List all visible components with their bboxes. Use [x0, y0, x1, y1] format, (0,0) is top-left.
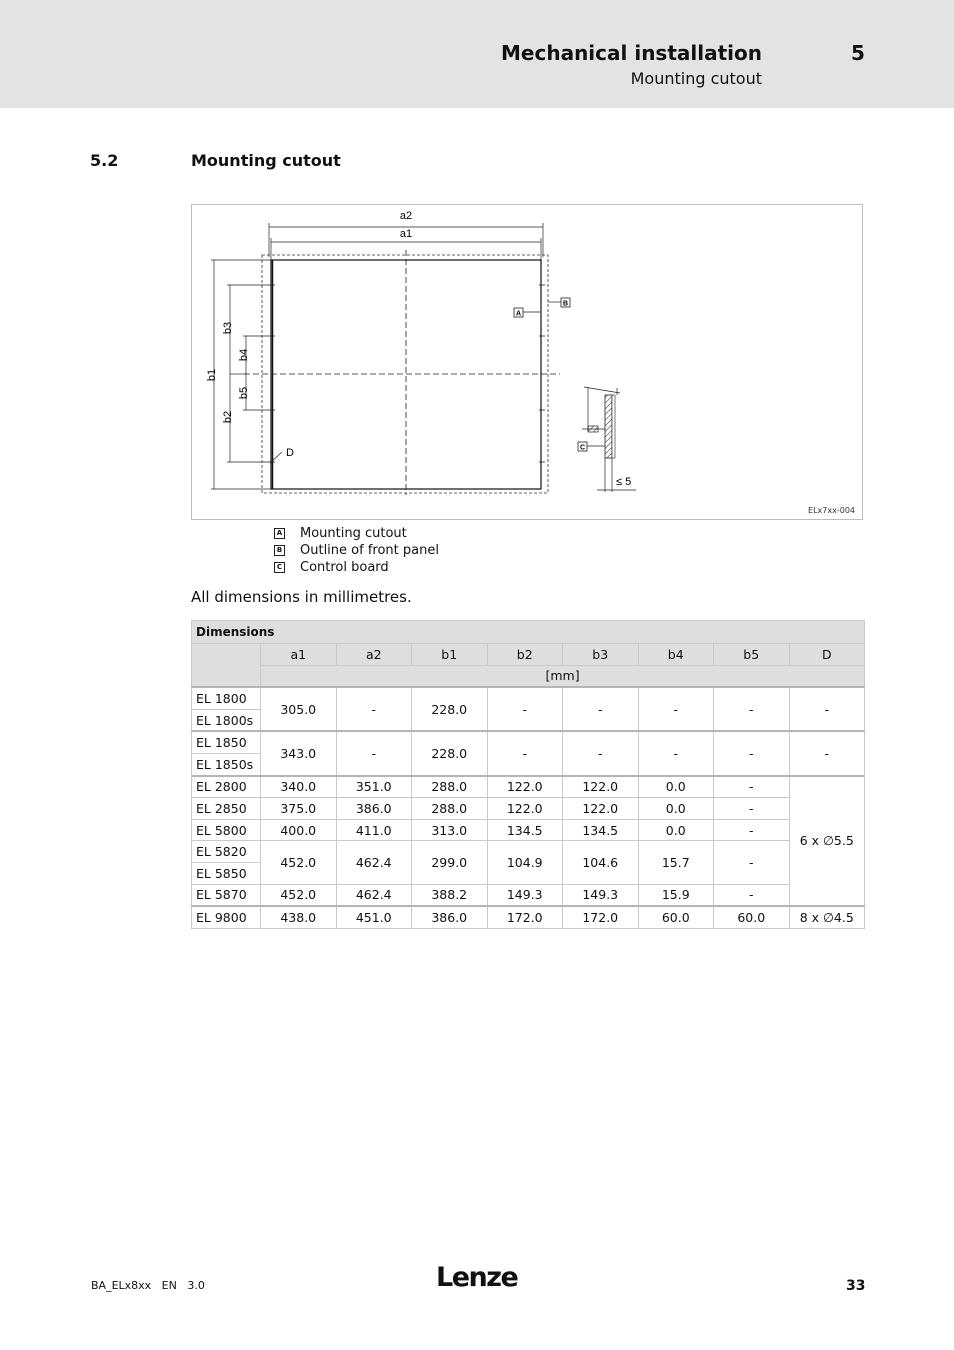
value-cell: -	[638, 731, 714, 775]
table-row	[192, 841, 865, 863]
mounting-cutout-outline	[271, 260, 541, 489]
legend-text-A: Mounting cutout	[300, 526, 407, 541]
value-cell: 462.4	[336, 884, 412, 906]
value-cell: 299.0	[412, 841, 488, 884]
value-cell: 388.2	[412, 884, 488, 906]
value-cell: 134.5	[487, 819, 563, 841]
legend-key-B: B	[274, 545, 285, 556]
value-cell: 343.0	[261, 731, 337, 775]
model-cell: EL 9800	[192, 906, 261, 928]
unit-row: [mm]	[261, 665, 865, 687]
col-header-a2: a2	[336, 644, 412, 666]
col-header-b2: b2	[487, 644, 563, 666]
value-cell: 15.9	[638, 884, 714, 906]
value-cell: -	[714, 776, 790, 798]
model-cell: EL 5870	[192, 884, 261, 906]
figure-legend	[274, 525, 439, 576]
value-cell: 340.0	[261, 776, 337, 798]
value-cell: 228.0	[412, 687, 488, 731]
dim-label-b5: b5	[238, 386, 250, 400]
value-cell: 104.6	[563, 841, 639, 884]
value-cell: 172.0	[487, 906, 563, 928]
value-cell: 400.0	[261, 819, 337, 841]
value-cell: -	[563, 731, 639, 775]
legend-key-C: C	[274, 562, 285, 573]
value-cell: 452.0	[261, 884, 337, 906]
model-cell: EL 2800	[192, 776, 261, 798]
value-cell: 375.0	[261, 798, 337, 820]
value-cell: -	[336, 687, 412, 731]
value-cell: 172.0	[563, 906, 639, 928]
value-cell: -	[638, 687, 714, 731]
col-header-b4: b4	[638, 644, 714, 666]
table-row	[192, 819, 865, 841]
value-cell: 0.0	[638, 776, 714, 798]
model-cell: EL 5820	[192, 841, 261, 863]
value-cell: -	[789, 731, 865, 775]
model-cell: EL 1850	[192, 731, 261, 753]
value-cell: -	[714, 841, 790, 884]
value-cell: 462.4	[336, 841, 412, 884]
model-cell: EL 1850s	[192, 753, 261, 775]
col-header-a1: a1	[261, 644, 337, 666]
value-cell: -	[714, 687, 790, 731]
header-chapter-number: 5	[851, 41, 865, 65]
marker-A: A	[515, 310, 522, 318]
value-cell: -	[714, 798, 790, 820]
col-header-D: D	[789, 644, 865, 666]
model-cell: EL 2850	[192, 798, 261, 820]
panel-section-hatched	[605, 395, 612, 458]
table-header-corner	[192, 644, 261, 688]
table-row	[192, 884, 865, 906]
value-cell: 104.9	[487, 841, 563, 884]
page-number: 33	[846, 1278, 866, 1294]
table-row	[192, 906, 865, 928]
table-row	[192, 776, 865, 798]
legend-item	[274, 542, 439, 559]
value-cell: 288.0	[412, 798, 488, 820]
dim-label-b2: b2	[222, 410, 234, 424]
marker-C: C	[579, 444, 586, 452]
dim-label-a2: a2	[399, 210, 413, 222]
value-cell: -	[714, 819, 790, 841]
dimensions-table	[191, 620, 865, 929]
dim-label-b1: b1	[206, 368, 218, 382]
section-number: 5.2	[90, 151, 119, 170]
value-cell: 60.0	[714, 906, 790, 928]
value-cell: 149.3	[563, 884, 639, 906]
value-cell: 386.0	[412, 906, 488, 928]
table-row	[192, 798, 865, 820]
header-title: Mechanical installation	[501, 41, 762, 65]
figure-reference: ELx7xx-004	[808, 506, 855, 515]
model-cell: EL 1800	[192, 687, 261, 709]
col-header-b3: b3	[563, 644, 639, 666]
value-cell: 60.0	[638, 906, 714, 928]
value-cell: 305.0	[261, 687, 337, 731]
legend-text-C: Control board	[300, 560, 389, 575]
value-cell: 8 x ∅4.5	[789, 906, 865, 928]
value-cell: 122.0	[563, 798, 639, 820]
value-cell: 134.5	[563, 819, 639, 841]
page-header	[0, 0, 954, 108]
value-cell: -	[714, 731, 790, 775]
value-cell: 313.0	[412, 819, 488, 841]
legend-text-B: Outline of front panel	[300, 543, 439, 558]
header-subtitle: Mounting cutout	[630, 69, 762, 88]
dim-label-D: D	[286, 447, 294, 459]
table-row	[192, 731, 865, 753]
table-title: Dimensions	[192, 621, 865, 644]
drawing-svg	[192, 205, 864, 521]
value-cell: 411.0	[336, 819, 412, 841]
value-cell: 288.0	[412, 776, 488, 798]
value-cell: 386.0	[336, 798, 412, 820]
model-cell: EL 5800	[192, 819, 261, 841]
marker-B: B	[562, 300, 569, 308]
value-cell: 452.0	[261, 841, 337, 884]
legend-item	[274, 525, 439, 542]
value-cell: -	[487, 731, 563, 775]
dim-label-b4: b4	[238, 348, 250, 362]
value-cell: 149.3	[487, 884, 563, 906]
value-cell: 451.0	[336, 906, 412, 928]
table-row	[192, 687, 865, 709]
legend-item	[274, 559, 439, 576]
value-cell: -	[714, 884, 790, 906]
value-cell: -	[487, 687, 563, 731]
value-cell: 122.0	[487, 776, 563, 798]
value-cell: 0.0	[638, 798, 714, 820]
footer-document-id: BA_ELx8xx EN 3.0	[91, 1279, 205, 1292]
value-cell: 351.0	[336, 776, 412, 798]
dim-label-b3: b3	[222, 321, 234, 335]
value-cell: 0.0	[638, 819, 714, 841]
mounting-cutout-drawing	[191, 204, 863, 520]
model-cell: EL 1800s	[192, 709, 261, 731]
value-cell: 122.0	[487, 798, 563, 820]
shared-d-cell: 6 x ∅5.5	[789, 776, 865, 907]
col-header-b1: b1	[412, 644, 488, 666]
value-cell: 228.0	[412, 731, 488, 775]
lenze-logo: Lenze	[436, 1262, 518, 1293]
model-cell: EL 5850	[192, 862, 261, 884]
dim-label-a1: a1	[399, 228, 413, 240]
col-header-b5: b5	[714, 644, 790, 666]
value-cell: -	[563, 687, 639, 731]
units-note: All dimensions in millimetres.	[191, 588, 412, 606]
section-title: Mounting cutout	[191, 151, 341, 170]
value-cell: -	[789, 687, 865, 731]
value-cell: 438.0	[261, 906, 337, 928]
legend-key-A: A	[274, 528, 285, 539]
dim-label-le5: ≤ 5	[616, 476, 632, 488]
value-cell: -	[336, 731, 412, 775]
value-cell: 122.0	[563, 776, 639, 798]
value-cell: 15.7	[638, 841, 714, 884]
